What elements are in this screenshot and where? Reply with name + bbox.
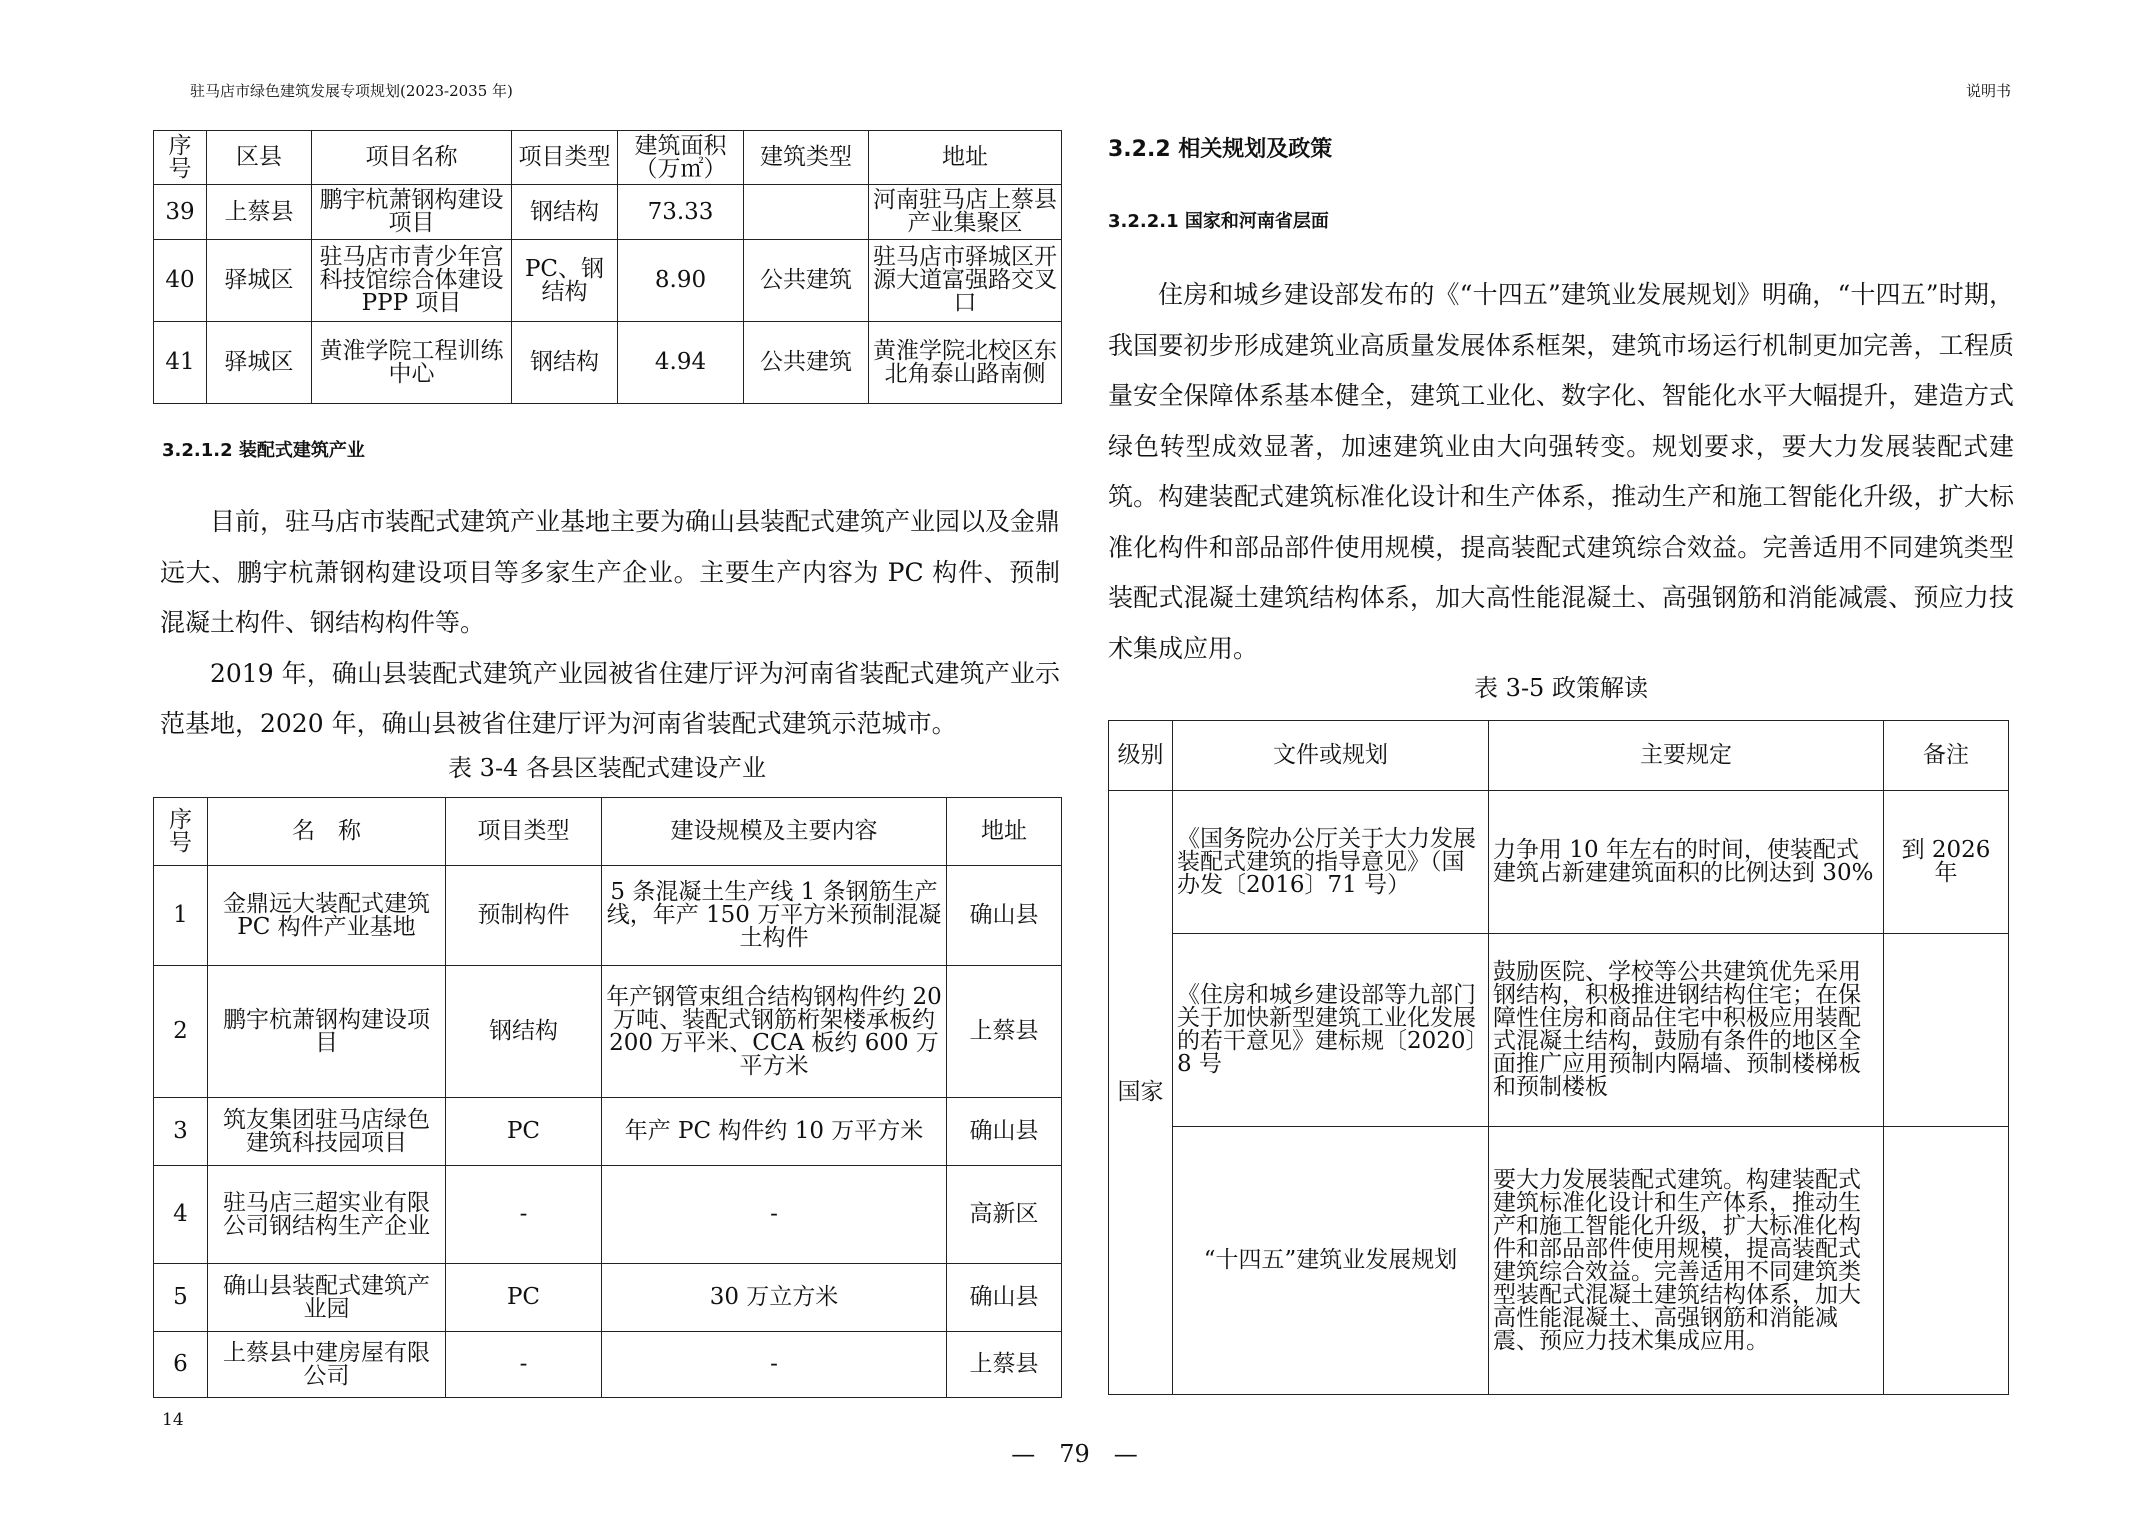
table-cell [744,185,869,240]
table-cell: 上蔡县 [947,966,1062,1098]
table-header-row [154,798,1062,866]
table-row [154,240,1062,322]
table-header-row [154,131,1062,185]
table-cell: 上蔡县 [207,185,312,240]
table-cell: 黄淮学院工程训练中心 [312,322,512,404]
table-row [1109,1127,2009,1395]
col-header: 备注 [1884,721,2009,791]
document-header-section: 说明书 [1966,82,2012,100]
table-cell: - [446,1166,602,1264]
table-cell: 8.90 [618,240,744,322]
table-row [154,1098,1062,1166]
col-header: 项目类型 [512,131,618,185]
table-cell: 鹏宇杭萧钢构建设项目 [208,966,446,1098]
table-cell: PC、钢结构 [512,240,618,322]
table-cell: 金鼎远大装配式建筑 PC 构件产业基地 [208,866,446,966]
table-cell: 确山县 [947,1264,1062,1332]
table-cell: 钢结构 [512,185,618,240]
col-header: 建筑面积（万㎡） [618,131,744,185]
table-cell: 73.33 [618,185,744,240]
table-cell: 3 [154,1098,208,1166]
table-cell: 预制构件 [446,866,602,966]
table-cell: PC [446,1098,602,1166]
table-cell: 上蔡县 [947,1332,1062,1398]
table-cell: - [602,1166,947,1264]
table-cell: 上蔡县中建房屋有限公司 [208,1332,446,1398]
table-header-row [1109,721,2009,791]
paragraph: 住房和城乡建设部发布的《“十四五”建筑业发展规划》明确，“十四五”时期，我国要初步形成建筑业高质量发展体系框架，建筑市场运行机制更加完善，工程质量安全保障体系基本健全，建筑工业化、数字化、智能化水平大幅提升，建造方式绿色转型成效显著，加速建筑业由大向强转变。规划要求，要大力发展装配式建筑。构建装配式建筑标准化设计和生产体系，推动生产和施工智能化升级，扩大标准化构件和部品部件使用规模，提高装配式建筑综合效益。完善适用不同建筑类型装配式混凝土建筑结构体系，加大高性能混凝土、高强钢筋和消能减震、预应力技术集成应用。 [1108,280,2014,663]
table-cell: 41 [154,322,207,404]
table-cell: 确山县 [947,866,1062,966]
table-cell: 6 [154,1332,208,1398]
table-caption: 表 3-4 各县区装配式建设产业 [448,754,766,782]
col-header: 项目名称 [312,131,512,185]
table-cell: 驻马店市驿城区开源大道富强路交叉口 [869,240,1062,322]
table-cell: PC [446,1264,602,1332]
table-cell: 5 [154,1264,208,1332]
section-heading: 3.2.1.2 装配式建筑产业 [162,440,365,461]
project-table-continued [153,130,1062,404]
table-cell: 黄淮学院北校区东北角泰山路南侧 [869,322,1062,404]
col-header: 序号 [154,131,207,185]
paragraph: 2019 年，确山县装配式建筑产业园被省住建厅评为河南省装配式建筑产业示范基地，2020 年，确山县被省住建厅评为河南省装配式建筑示范城市。 [160,658,1060,738]
table-cell: 驿城区 [207,322,312,404]
table-row [1109,934,2009,1127]
table-cell: 4.94 [618,322,744,404]
paragraph: 目前，驻马店市装配式建筑产业基地主要为确山县装配式建筑产业园以及金鼎远大、鹏宇杭萧钢构建设项目等多家生产企业。主要生产内容为 PC 构件、预制混凝土构件、钢结构构件等。 [160,507,1061,637]
document-header-title: 驻马店市绿色建筑发展专项规划(2023-2035 年) [190,82,513,100]
table-cell: - [602,1332,947,1398]
col-header: 文件或规划 [1173,721,1489,791]
table-cell: 钢结构 [512,322,618,404]
table-cell: 5 条混凝土生产线 1 条钢筋生产线，年产 150 万平方米预制混凝土构件 [602,866,947,966]
table-cell: 筑友集团驻马店绿色建筑科技园项目 [208,1098,446,1166]
table-cell: 年产钢管束组合结构钢构件约 20 万吨、装配式钢筋桁架楼承板约 200 万平米、CCA 板约 600 万平方米 [602,966,947,1098]
col-header: 名 称 [208,798,446,866]
col-header: 建筑类型 [744,131,869,185]
table-cell: 河南驻马店上蔡县产业集聚区 [869,185,1062,240]
table-cell: 要大力发展装配式建筑。构建装配式建筑标准化设计和生产体系，推动生产和施工智能化升级，扩大标准化构件和部品部件使用规模，提高装配式建筑综合效益。完善适用不同建筑类型装配式混凝土建筑结构体系，加大高性能混凝土、高强钢筋和消能减震、预应力技术集成应用。 [1489,1127,1884,1395]
subsection-heading: 3.2.2.1 国家和河南省层面 [1108,211,1329,232]
table-cell: 2 [154,966,208,1098]
table-cell: 39 [154,185,207,240]
table-row [154,1166,1062,1264]
table-cell: 到 2026 年 [1884,791,2009,934]
table-cell: 40 [154,240,207,322]
page-number-left: 14 [162,1410,184,1430]
table-row [154,322,1062,404]
table-row [154,966,1062,1098]
table-cell: 鹏宇杭萧钢构建设项目 [312,185,512,240]
page-number-center: — 79 — [1011,1440,1138,1468]
table-cell: 4 [154,1166,208,1264]
table-cell: 驻马店三超实业有限公司钢结构生产企业 [208,1166,446,1264]
table-cell: 年产 PC 构件约 10 万平方米 [602,1098,947,1166]
table-cell: 确山县 [947,1098,1062,1166]
table-cell: 驿城区 [207,240,312,322]
table-row [154,1332,1062,1398]
table-cell: 钢结构 [446,966,602,1098]
table-cell: “十四五”建筑业发展规划 [1173,1127,1489,1395]
table-cell: 《国务院办公厅关于大力发展装配式建筑的指导意见》（国办发〔2016〕71 号） [1173,791,1489,934]
col-header: 地址 [869,131,1062,185]
table-cell-level: 国家 [1109,791,1173,1395]
table-row [154,1264,1062,1332]
section-heading: 3.2.2 相关规划及政策 [1108,137,1333,162]
table-cell: 1 [154,866,208,966]
col-header: 建设规模及主要内容 [602,798,947,866]
industry-table [153,797,1062,1398]
table-cell: 30 万立方米 [602,1264,947,1332]
col-header: 主要规定 [1489,721,1884,791]
table-cell: 公共建筑 [744,240,869,322]
col-header: 项目类型 [446,798,602,866]
table-cell: 力争用 10 年左右的时间，使装配式建筑占新建建筑面积的比例达到 30% [1489,791,1884,934]
table-row [1109,791,2009,934]
body-text [160,497,1060,750]
table-cell [1884,934,2009,1127]
table-cell: 《住房和城乡建设部等九部门关于加快新型建筑工业化发展的若干意见》建标规〔2020〕8 号 [1173,934,1489,1127]
table-row [154,185,1062,240]
policy-table [1108,720,2009,1395]
col-header: 区县 [207,131,312,185]
body-text [1108,270,2014,674]
table-cell: - [446,1332,602,1398]
table-cell: 高新区 [947,1166,1062,1264]
table-row [154,866,1062,966]
col-header: 地址 [947,798,1062,866]
table-cell: 驻马店市青少年宫科技馆综合体建设 PPP 项目 [312,240,512,322]
table-cell: 确山县装配式建筑产业园 [208,1264,446,1332]
table-caption: 表 3-5 政策解读 [1474,674,1648,702]
table-cell: 鼓励医院、学校等公共建筑优先采用钢结构，积极推进钢结构住宅；在保障性住房和商品住宅中积极应用装配式混凝土结构，鼓励有条件的地区全面推广应用预制内隔墙、预制楼梯板和预制楼板 [1489,934,1884,1127]
col-header: 序号 [154,798,208,866]
col-header: 级别 [1109,721,1173,791]
table-cell: 公共建筑 [744,322,869,404]
table-cell [1884,1127,2009,1395]
